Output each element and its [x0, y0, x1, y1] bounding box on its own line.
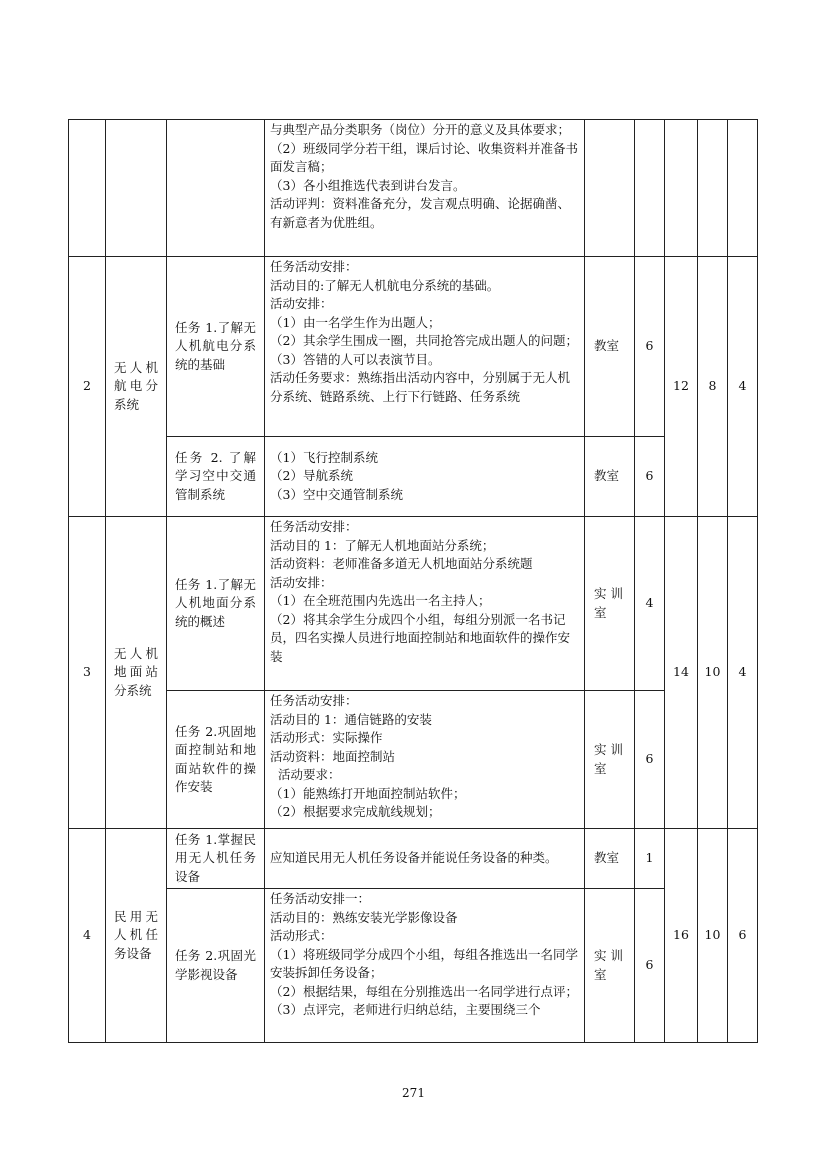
content-line: 活动评判：资料准备充分，发言观点明确、论据确凿、有新意者为优胜组。 — [270, 196, 571, 230]
content-line: 活动目的 1：通信链路的安装 — [270, 711, 432, 727]
content-line: （1）在全班范围内先选出一名主持人； — [270, 593, 491, 608]
table-row — [69, 691, 758, 829]
task-place: 实 训室 — [585, 691, 635, 829]
content-line: （3）空中交通管制系统 — [270, 486, 403, 502]
table-row — [69, 257, 758, 437]
task-hours — [635, 120, 665, 257]
task-place: 教室 — [585, 829, 635, 889]
content-line: 活动安排： — [270, 296, 333, 311]
page-number: 271 — [402, 1086, 425, 1100]
content-line: （1）将班级同学分成四个小组，每组各推选出一名同学安装拆卸任务设备； — [270, 946, 578, 980]
task-title: 任务 2.巩固地面控制站和地面站软件的操作安装 — [167, 691, 265, 829]
content-line: 活动任务要求：熟练指出活动内容中，分别属于无人机分系统、链路系统、上行下行链路、任务系统 — [270, 370, 571, 404]
content-line: （3）答错的人可以表演节目。 — [270, 351, 441, 367]
module-number — [69, 120, 106, 257]
task-title: 任务 1.掌握民用无人机任务设备 — [167, 829, 265, 889]
course-plan-table — [68, 119, 758, 1043]
practice-hours: 4 — [728, 257, 758, 517]
task-content — [265, 257, 585, 437]
content-line: 活动要求： — [270, 767, 341, 782]
content-line: （2）导航系统 — [270, 468, 353, 484]
content-line: 任务活动安排一： — [270, 891, 371, 906]
practice-hours — [728, 120, 758, 257]
task-content — [265, 517, 585, 691]
total-hours: 14 — [665, 517, 698, 829]
task-hours: 4 — [635, 517, 665, 691]
content-line: 任务活动安排： — [270, 693, 358, 708]
content-line: （2）将其余学生分成四个小组，每组分别派一名书记员，四名实操人员进行地面控制站和地面软件的操作安装 — [270, 611, 571, 664]
table-row — [69, 889, 758, 1043]
task-content — [265, 120, 585, 257]
task-content — [265, 829, 585, 889]
content-line: 任务活动安排： — [270, 519, 358, 534]
table-row — [69, 829, 758, 889]
task-content — [265, 889, 585, 1043]
task-content — [265, 691, 585, 829]
theory-hours — [698, 120, 728, 257]
content-line: 活动形式： — [270, 928, 333, 943]
total-hours: 12 — [665, 257, 698, 517]
task-hours: 6 — [635, 437, 665, 517]
content-line: 活动形式：实际操作 — [270, 730, 383, 745]
total-hours: 16 — [665, 829, 698, 1043]
task-title: 任务 1.了解无人机地面分系统的概述 — [167, 517, 265, 691]
task-title: 任务 2.巩固光学影视设备 — [167, 889, 265, 1043]
module-number: 3 — [69, 517, 106, 829]
table-row — [69, 437, 758, 517]
theory-hours: 10 — [698, 829, 728, 1043]
task-place: 实 训室 — [585, 517, 635, 691]
content-line: （1）由一名学生作为出题人； — [270, 314, 441, 330]
content-line: （1）飞行控制系统 — [270, 449, 378, 465]
theory-hours: 10 — [698, 517, 728, 829]
content-line: （2）班级同学分若干组，课后讨论、收集资料并准备书面发言稿； — [270, 140, 578, 174]
module-number: 4 — [69, 829, 106, 1043]
module-name — [106, 120, 167, 257]
practice-hours: 6 — [728, 829, 758, 1043]
task-hours: 6 — [635, 691, 665, 829]
module-name: 无人机地面站分系统 — [106, 517, 167, 829]
content-line: 活动资料：老师准备多道无人机地面站分系统题 — [270, 556, 533, 571]
content-line: 与典型产品分类职务（岗位）分开的意义及具体要求； — [270, 122, 571, 137]
content-line: 活动安排： — [270, 574, 333, 590]
content-line: 活动目的:了解无人机航电分系统的基础。 — [270, 277, 500, 293]
total-hours — [665, 120, 698, 257]
content-line: （3）点评完，老师进行归纳总结，主要围绕三个 — [270, 1002, 541, 1017]
content-line: 活动资料：地面控制站 — [270, 748, 396, 764]
module-name: 民用无人机任务设备 — [106, 829, 167, 1043]
task-hours: 6 — [635, 889, 665, 1043]
content-line: 应知道民用无人机任务设备并能说任务设备的种类。 — [270, 850, 558, 866]
table-row — [69, 517, 758, 691]
content-line: （1）能熟练打开地面控制站软件； — [270, 785, 466, 801]
task-title: 任务 1.了解无人机航电分系统的基础 — [167, 257, 265, 437]
task-hours: 6 — [635, 257, 665, 437]
task-title — [167, 120, 265, 257]
task-title: 任务 2. 了解学习空中交通管制系统 — [167, 437, 265, 517]
content-line: （2）根据要求完成航线规划； — [270, 804, 441, 819]
table-row — [69, 120, 758, 257]
content-line: （2）根据结果，每组在分别推选出一名同学进行点评； — [270, 983, 578, 999]
practice-hours: 4 — [728, 517, 758, 829]
task-place: 实 训室 — [585, 889, 635, 1043]
content-line: 活动目的：熟练安装光学影像设备 — [270, 909, 458, 925]
task-hours: 1 — [635, 829, 665, 889]
theory-hours: 8 — [698, 257, 728, 517]
task-content — [265, 437, 585, 517]
content-line: （3）各小组推选代表到讲台发言。 — [270, 177, 466, 193]
task-place: 教室 — [585, 437, 635, 517]
task-place: 教室 — [585, 257, 635, 437]
content-line: （2）其余学生围成一圈，共同抢答完成出题人的问题； — [270, 333, 578, 348]
module-name: 无人机航电分系统 — [106, 257, 167, 517]
content-line: 活动目的 1：了解无人机地面站分系统； — [270, 537, 495, 553]
module-number: 2 — [69, 257, 106, 517]
task-place — [585, 120, 635, 257]
content-line: 任务活动安排： — [270, 259, 358, 274]
